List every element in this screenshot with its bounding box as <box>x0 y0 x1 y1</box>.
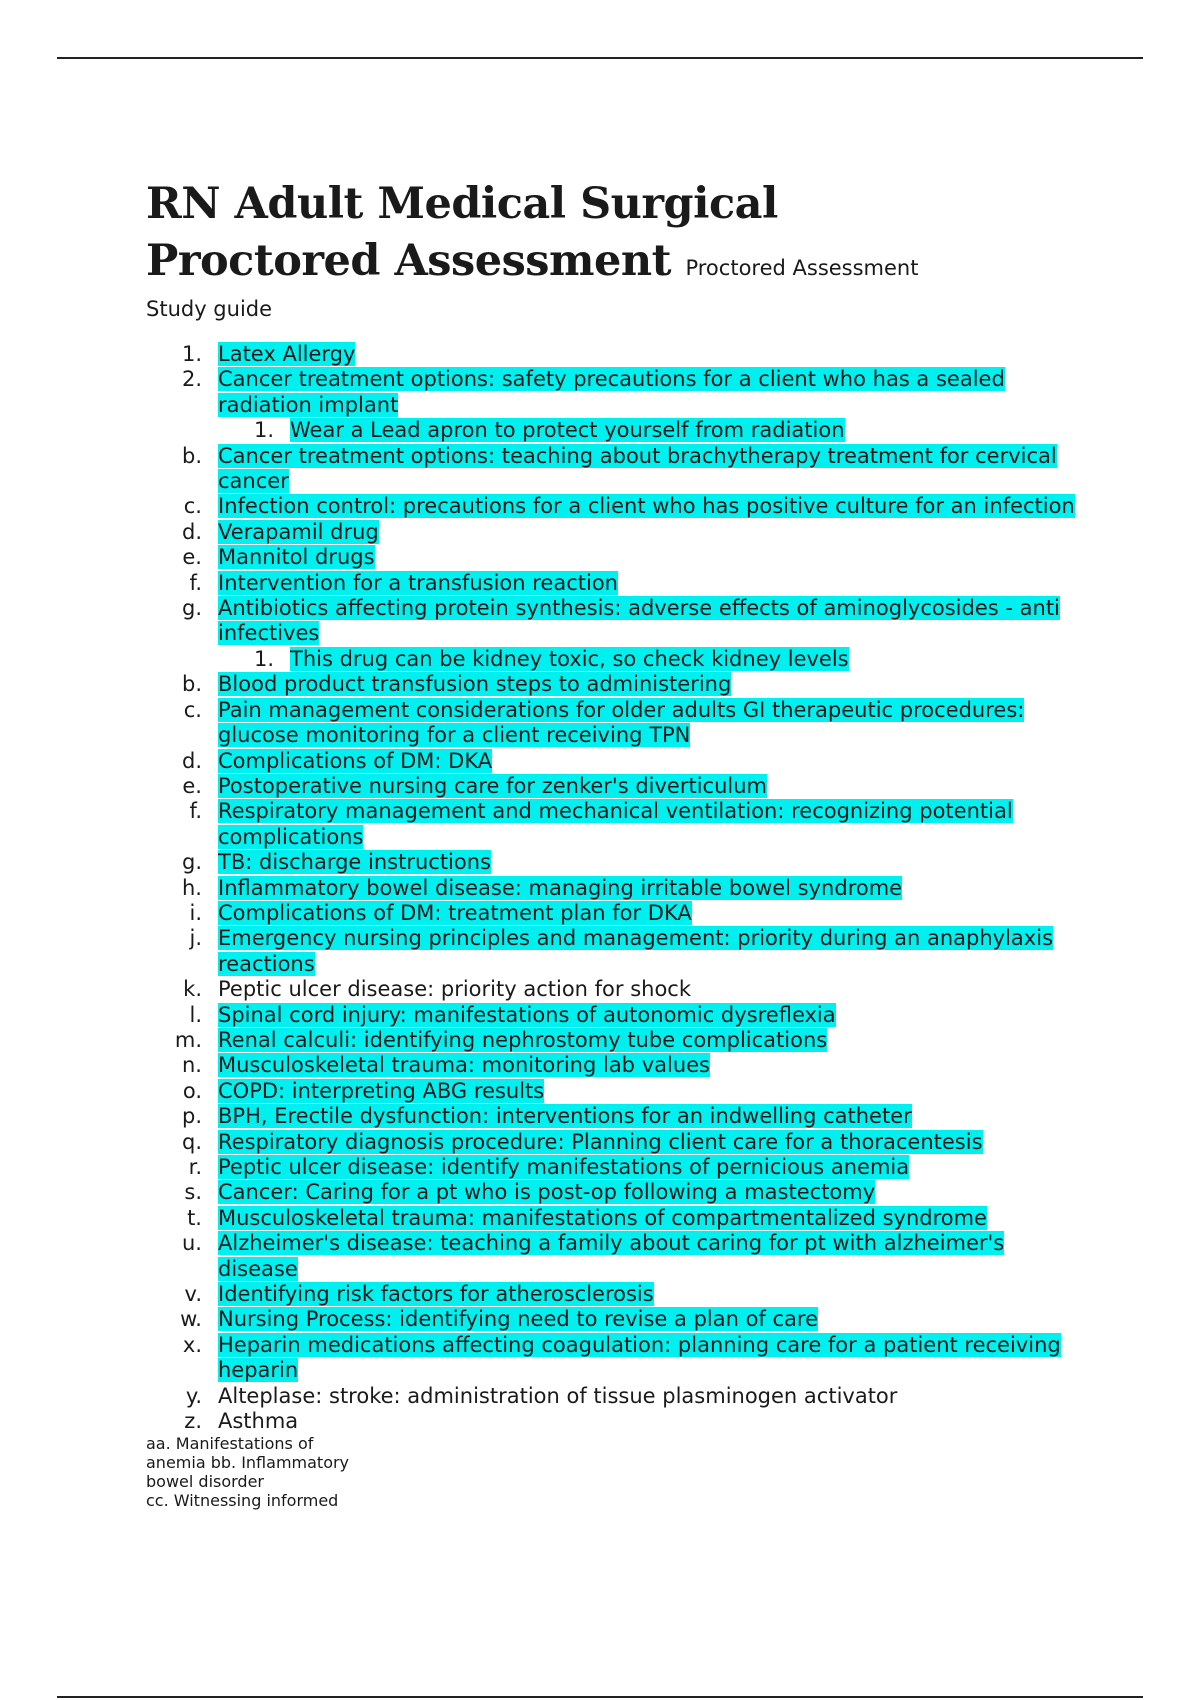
list-item <box>146 367 1086 418</box>
list-item <box>146 444 1086 495</box>
list-marker: e. <box>182 545 202 570</box>
list-marker: v. <box>184 1282 202 1307</box>
list-marker: g. <box>181 596 202 621</box>
list-item <box>146 1155 1086 1180</box>
highlighted-list-text: Complications of DM: treatment plan for DKA <box>218 900 692 925</box>
highlighted-list-text: Pain management considerations for older adults GI therapeutic procedures: glucose monitoring for a client receiving TPN <box>218 697 1025 748</box>
list-item <box>146 342 1086 367</box>
list-item <box>146 1180 1086 1205</box>
list-marker: q. <box>181 1129 202 1154</box>
highlighted-list-text: Cancer: Caring for a pt who is post-op following a mastectomy <box>218 1180 876 1205</box>
document-subtitle: Study guide <box>146 297 273 321</box>
highlighted-list-text: Postoperative nursing care for zenker's diverticulum <box>218 773 767 798</box>
list-item <box>146 545 1086 570</box>
list-item <box>146 1053 1086 1078</box>
highlighted-list-text: COPD: interpreting ABG results <box>218 1078 545 1103</box>
list-marker: 1. <box>253 646 274 671</box>
list-item <box>146 876 1086 901</box>
list-marker: r. <box>188 1155 202 1179</box>
top-rule <box>57 57 1143 59</box>
title-line-1: RN Adult Medical Surgical <box>146 179 778 229</box>
list-marker: u. <box>182 1231 202 1256</box>
highlighted-list-text: Renal calculi: identifying nephrostomy tube complications <box>218 1027 828 1052</box>
highlighted-list-text: Musculoskeletal trauma: manifestations of compartmentalized syndrome <box>218 1205 987 1230</box>
list-marker: n. <box>182 1053 202 1078</box>
list-marker: 1. <box>181 342 202 366</box>
highlighted-list-text: Intervention for a transfusion reaction <box>218 570 618 595</box>
list-marker: z. <box>184 1409 202 1434</box>
list-text: Asthma <box>218 1409 299 1434</box>
list-item <box>146 1409 1086 1434</box>
list-marker: h. <box>182 875 202 900</box>
title-line-2: Proctored Assessment <box>146 236 671 286</box>
title-suffix: Proctored Assessment <box>685 256 919 280</box>
list-item <box>146 901 1086 926</box>
highlighted-list-text: Musculoskeletal trauma: monitoring lab values <box>218 1053 710 1078</box>
list-item <box>146 977 1086 1002</box>
highlighted-list-text: Peptic ulcer disease: identify manifestations of pernicious anemia <box>218 1155 910 1179</box>
highlighted-list-text: Complications of DM: DKA <box>218 748 493 773</box>
list-marker: g. <box>181 850 202 875</box>
list-marker: s. <box>184 1180 202 1205</box>
highlighted-list-text: Verapamil drug <box>218 519 379 544</box>
list-marker: p. <box>181 1104 202 1129</box>
list-item <box>146 571 1086 596</box>
list-marker: i. <box>189 900 202 925</box>
list-item <box>146 1130 1086 1155</box>
list-item <box>146 850 1086 875</box>
highlighted-list-text: Alzheimer's disease: teaching a family about caring for pt with alzheimer's disease <box>218 1231 1005 1281</box>
sub-list-item <box>146 418 1086 443</box>
list-item <box>146 1333 1086 1384</box>
list-item <box>146 1079 1086 1104</box>
highlighted-list-text: Mannitol drugs <box>218 545 375 570</box>
list-marker: j. <box>189 926 202 951</box>
study-topic-list <box>146 342 1086 1434</box>
list-marker: 1. <box>253 418 274 443</box>
highlighted-list-text: Antibiotics affecting protein synthesis: adverse effects of aminoglycosides - anti infectives <box>218 596 1060 646</box>
highlighted-list-text: Respiratory diagnosis procedure: Planning client care for a thoracentesis <box>218 1129 983 1154</box>
highlighted-list-text: Emergency nursing principles and management: priority during an anaphylaxis reactions <box>218 926 1054 976</box>
list-marker: d. <box>181 519 202 544</box>
highlighted-list-text: Cancer treatment options: safety precautions for a client who has a sealed radiation implant <box>218 367 1005 417</box>
list-marker: e. <box>182 773 202 798</box>
list-marker: t. <box>187 1205 202 1230</box>
highlighted-list-text: Inflammatory bowel disease: managing irritable bowel syndrome <box>218 875 903 900</box>
highlighted-list-text: Nursing Process: identifying need to revise a plan of care <box>218 1307 819 1332</box>
list-marker: o. <box>182 1078 202 1103</box>
list-marker: m. <box>174 1027 202 1052</box>
list-item <box>146 1307 1086 1332</box>
document-title <box>146 176 1086 297</box>
list-item <box>146 1231 1086 1282</box>
highlighted-list-text: This drug can be kidney toxic, so check kidney levels <box>290 646 849 671</box>
trailing-text: aa. Manifestations of anemia bb. Inflammatory bowel disorder cc. Witnessing informed <box>146 1434 350 1511</box>
list-item <box>146 774 1086 799</box>
list-marker: x. <box>182 1332 202 1357</box>
list-marker: c. <box>183 494 202 519</box>
list-marker: f. <box>189 799 202 824</box>
list-marker: b. <box>181 672 202 697</box>
list-item <box>146 799 1086 850</box>
list-marker: l. <box>189 1002 202 1027</box>
page-content <box>146 176 1086 1510</box>
list-marker: d. <box>181 748 202 773</box>
bottom-rule <box>57 1696 1143 1698</box>
highlighted-list-text: Wear a Lead apron to protect yourself from radiation <box>290 418 845 443</box>
highlighted-list-text: Heparin medications affecting coagulation: planning care for a patient receiving heparin <box>218 1332 1061 1383</box>
highlighted-list-text: Infection control: precautions for a client who has positive culture for an infection <box>218 494 1075 519</box>
list-marker: b. <box>181 443 202 468</box>
list-item <box>146 672 1086 697</box>
list-item <box>146 926 1086 977</box>
list-item <box>146 1282 1086 1307</box>
list-item <box>146 520 1086 545</box>
list-item <box>146 749 1086 774</box>
highlighted-list-text: Latex Allergy <box>218 342 356 366</box>
list-text: Peptic ulcer disease: priority action for shock <box>218 977 692 1002</box>
highlighted-list-text: BPH, Erectile dysfunction: interventions for an indwelling catheter <box>218 1104 912 1129</box>
sub-list-item <box>146 647 1086 672</box>
highlighted-list-text: Identifying risk factors for atherosclerosis <box>218 1282 654 1307</box>
list-item <box>146 1028 1086 1053</box>
list-marker: y. <box>185 1383 202 1408</box>
list-item <box>146 596 1086 647</box>
highlighted-list-text: Cancer treatment options: teaching about brachytherapy treatment for cervical cancer <box>218 443 1057 494</box>
highlighted-list-text: TB: discharge instructions <box>218 850 491 875</box>
list-item <box>146 1003 1086 1028</box>
list-item <box>146 1384 1086 1409</box>
list-marker: 2. <box>181 367 202 392</box>
list-marker: f. <box>189 570 202 595</box>
list-marker: c. <box>183 697 202 722</box>
list-item <box>146 1104 1086 1129</box>
list-item <box>146 698 1086 749</box>
list-item <box>146 1206 1086 1231</box>
list-item <box>146 494 1086 519</box>
highlighted-list-text: Blood product transfusion steps to administering <box>218 672 732 697</box>
list-marker: w. <box>180 1307 202 1332</box>
list-text: Alteplase: stroke: administration of tissue plasminogen activator <box>218 1383 898 1408</box>
highlighted-list-text: Respiratory management and mechanical ventilation: recognizing potential complications <box>218 799 1013 849</box>
highlighted-list-text: Spinal cord injury: manifestations of autonomic dysreflexia <box>218 1002 836 1027</box>
list-marker: k. <box>183 977 202 1002</box>
